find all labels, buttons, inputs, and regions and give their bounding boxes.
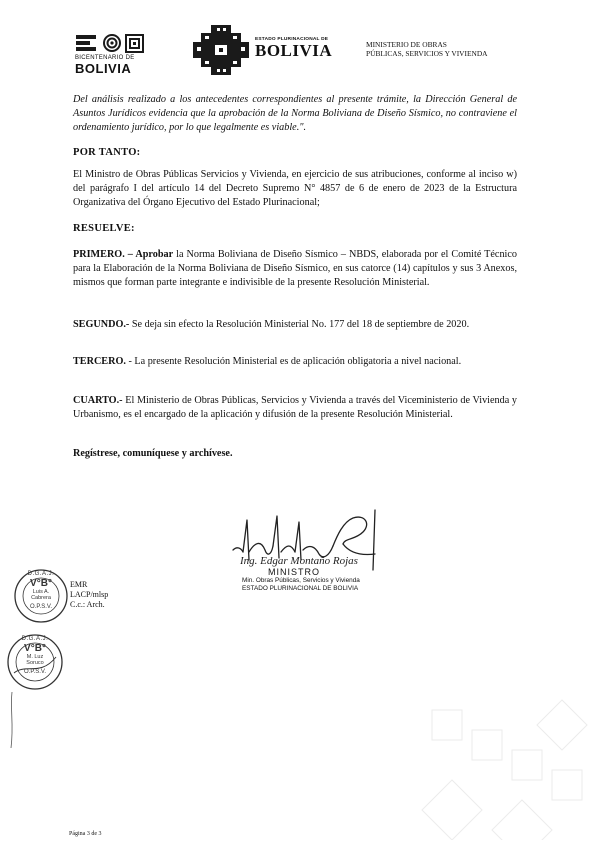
page-number: Página 3 de 3: [69, 831, 102, 837]
article-cuarto: [73, 394, 517, 422]
article-segundo: [73, 318, 517, 332]
quote-paragraph: Del análisis realizado a los antecedentes correspondientes al presente trámite, la Dirección General de Asuntos Jurídicos evidencia que la aprobación de la Norma Boliviana de Diseño Sísmico, no contraviene el ordenamiento jurídico, por lo que legalmente es viable.".: [73, 94, 517, 134]
dgaj-stamp-2-vb: V°B°: [24, 643, 46, 654]
article-primero: [73, 248, 517, 291]
dgaj-stamp-2-top: D.G.A.J.: [21, 636, 49, 642]
decorative-watermark-pattern: [412, 690, 592, 840]
chakana-emblem-icon: [193, 25, 249, 75]
resuelve-heading: RESUELVE:: [73, 223, 135, 234]
initials-line3: C.c.: Arch.: [70, 600, 105, 609]
segundo-text: Se deja sin efecto la Resolución Ministerial No. 177 del 18 de septiembre de 2020.: [129, 319, 470, 330]
initials-line1: EMR: [70, 580, 88, 589]
signatory-ministry: Min. Obras Públicas, Servicios y Vivienda: [242, 577, 360, 584]
dgaj-stamp-2-name2: Soruco: [26, 660, 44, 666]
margin-pen-mark: [6, 690, 20, 750]
dgaj-stamp-1-top: D.G.A.J.: [27, 571, 55, 577]
por-tanto-heading: POR TANTO:: [73, 147, 141, 158]
dgaj-stamp-1-name1: Luis A.: [32, 589, 50, 595]
por-tanto-paragraph: El Ministro de Obras Públicas Servicios y Vivienda, en ejercicio de sus atribuciones, conforme al inciso w) del parágrafo I del artículo 14 del Decreto Supremo N° 4857 de 6 de enero de 2023 de la Estructura Organizativa del Órgano Ejecutivo del Estado Plurinacional;: [73, 169, 517, 209]
dgaj-stamp-1-name2: Cabrera: [31, 595, 51, 601]
estado-label: ESTADO PLURINACIONAL DE: [255, 37, 329, 42]
initials-block: [70, 580, 108, 610]
ministry-title: [366, 40, 488, 58]
closing-line: Regístrese, comuníquese y archívese.: [73, 448, 233, 459]
cuarto-text: El Ministerio de Obras Públicas, Servicios y Vivienda a través del Viceministerio de Vivienda y Urbanismo, es el encargado de la aplicación y difusión de la presente Resolución Ministerial.: [73, 395, 517, 421]
bicentenario-emblem-icon: [74, 33, 156, 55]
primero-label: PRIMERO. – Aprobar: [73, 249, 174, 260]
bicentenario-logo: [74, 33, 156, 77]
dgaj-stamp-2-bottom: O.P.S.V.: [23, 669, 47, 675]
signatory-title: MINISTRO: [268, 567, 320, 577]
estado-logo: [193, 25, 353, 80]
header: [0, 0, 595, 80]
tercero-label: TERCERO.: [73, 356, 126, 367]
initials-line2: LACP/mlsp: [70, 590, 109, 599]
signatory-name: Ing. Edgar Montaño Rojas: [240, 555, 358, 567]
dgaj-stamp-2-text: [6, 633, 64, 691]
bicentenario-country: BOLIVIA: [75, 61, 132, 76]
ministry-title-line1: MINISTERIO DE OBRAS: [366, 40, 447, 49]
cuarto-label: CUARTO.-: [73, 395, 123, 406]
signature-stamp: [240, 555, 400, 593]
article-tercero: [73, 355, 517, 369]
signatory-state: ESTADO PLURINACIONAL DE BOLIVIA: [242, 585, 359, 592]
primero-text: la Norma Boliviana de Diseño Sísmico – NBDS, elaborada por el Comité Técnico para la Elaboración de la Norma Boliviana de Diseño Sísmico, en sus catorce (14) capítulos y sus 3 Anexos, mismos que forman parte integrante e indivisible de la presente Resolución Ministerial.: [73, 249, 517, 289]
bicentenario-label: BICENTENARIO DE: [75, 55, 135, 61]
segundo-label: SEGUNDO.-: [73, 319, 130, 330]
ministry-title-line2: PÚBLICAS, SERVICIOS Y VIVIENDA: [366, 49, 488, 58]
tercero-text: - La presente Resolución Ministerial es de aplicación obligatoria a nivel nacional.: [125, 356, 462, 367]
dgaj-stamp-1-text: [13, 568, 69, 624]
dgaj-stamp-1-vb: V°B°: [30, 578, 52, 589]
dgaj-stamp-1-bottom: O.P.S.V.: [29, 604, 53, 610]
estado-country: BOLIVIA: [255, 41, 333, 60]
dgaj-stamp-2-name1: M. Luz: [26, 654, 44, 660]
